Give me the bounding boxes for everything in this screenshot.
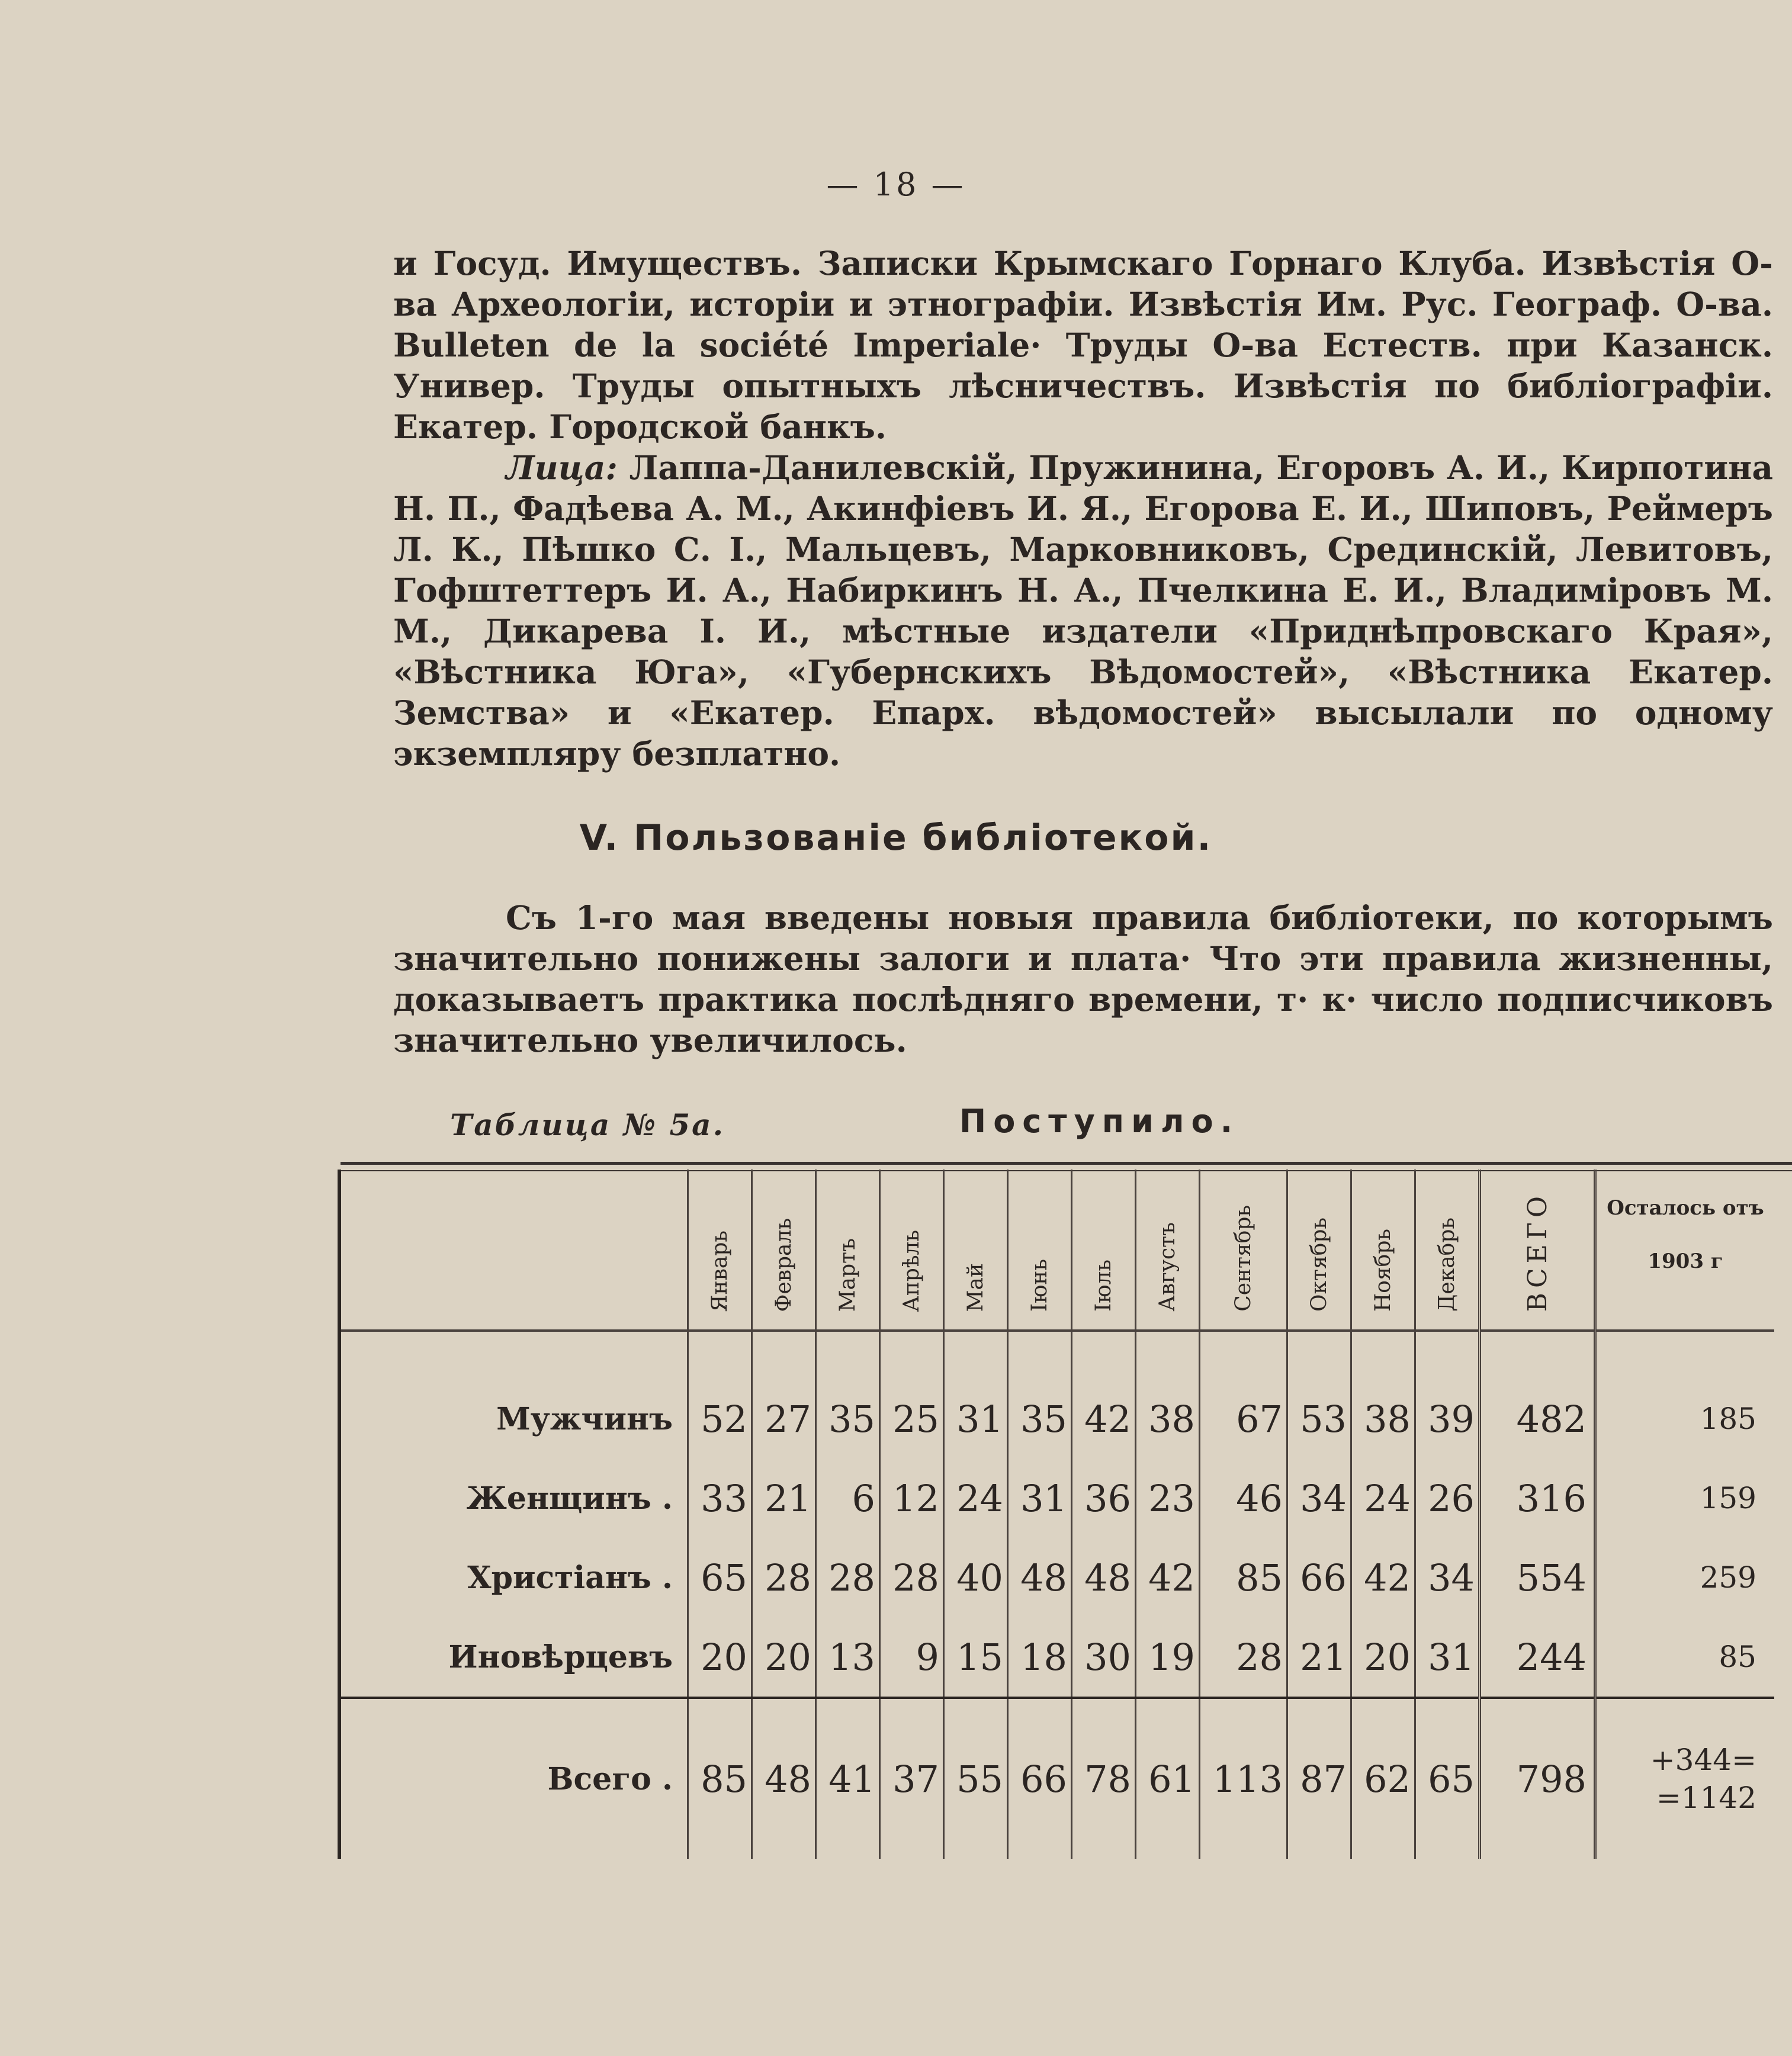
row-label: Иновѣрцевъ (339, 1617, 688, 1698)
header-month: Мартъ (816, 1170, 880, 1331)
header-month: Декабрь (1415, 1170, 1480, 1331)
row-label: Мужчинъ (339, 1331, 688, 1459)
cell: 46 (1200, 1459, 1287, 1538)
cell: 38 (1351, 1331, 1415, 1459)
header-month: Октябрь (1287, 1170, 1351, 1331)
sum-cell: 55 (944, 1698, 1008, 1859)
cell: 42 (1072, 1331, 1136, 1459)
cell: 24 (944, 1459, 1008, 1538)
header-remaining-line1: Осталось отъ (1607, 1196, 1764, 1220)
header-remaining (1595, 1170, 1775, 1331)
sum-cell: 113 (1200, 1698, 1287, 1859)
row-label: Женщинъ . (339, 1459, 688, 1538)
table-title: Поступило. (959, 1103, 1240, 1140)
row-total: 482 (1480, 1331, 1595, 1459)
cell: 31 (944, 1331, 1008, 1459)
header-month: Январь (688, 1170, 752, 1331)
cell: 33 (688, 1459, 752, 1538)
sum-cell: 61 (1136, 1698, 1200, 1859)
cell: 35 (816, 1331, 880, 1459)
sum-cell: 87 (1287, 1698, 1351, 1859)
cell: 67 (1200, 1331, 1287, 1459)
header-month: Май (944, 1170, 1008, 1331)
table-row (339, 1331, 1774, 1459)
sum-remaining-line1: +344= (1650, 1743, 1756, 1777)
sum-label: Всего . (339, 1698, 688, 1859)
cell: 25 (880, 1331, 944, 1459)
header-month: Февраль (752, 1170, 816, 1331)
cell: 9 (880, 1617, 944, 1698)
body-text-top (393, 243, 1773, 774)
cell: 15 (944, 1617, 1008, 1698)
cell: 20 (688, 1617, 752, 1698)
row-label: Христіанъ . (339, 1538, 688, 1617)
section-heading: V. Пользованіе библіотекой. (579, 817, 1213, 859)
table-header-row (339, 1170, 1774, 1331)
row-remaining: 159 (1595, 1459, 1775, 1538)
cell: 28 (752, 1538, 816, 1617)
row-total: 316 (1480, 1459, 1595, 1538)
sum-remaining (1595, 1698, 1775, 1859)
header-remaining-line2: 1903 г (1648, 1249, 1723, 1273)
cell: 42 (1351, 1538, 1415, 1617)
header-total: ВСЕГО (1480, 1170, 1595, 1331)
cell: 38 (1136, 1331, 1200, 1459)
cell: 42 (1136, 1538, 1200, 1617)
sum-cell: 41 (816, 1698, 880, 1859)
row-remaining: 185 (1595, 1331, 1775, 1459)
cell: 27 (752, 1331, 816, 1459)
cell: 48 (1008, 1538, 1072, 1617)
cell: 28 (880, 1538, 944, 1617)
cell: 85 (1200, 1538, 1287, 1617)
header-month: Іюль (1072, 1170, 1136, 1331)
cell: 39 (1415, 1331, 1480, 1459)
row-remaining: 85 (1595, 1617, 1775, 1698)
table-row (339, 1617, 1774, 1698)
body-text-usage (393, 897, 1773, 1061)
cell: 28 (816, 1538, 880, 1617)
page-number: — 18 — (826, 166, 966, 203)
cell: 65 (688, 1538, 752, 1617)
table-row (339, 1538, 1774, 1617)
admissions-table (338, 1170, 1774, 1859)
cell: 26 (1415, 1459, 1480, 1538)
header-month: Сентябрь (1200, 1170, 1287, 1331)
cell: 31 (1008, 1459, 1072, 1538)
cell: 35 (1008, 1331, 1072, 1459)
cell: 19 (1136, 1617, 1200, 1698)
cell: 23 (1136, 1459, 1200, 1538)
cell: 40 (944, 1538, 1008, 1617)
sum-cell: 48 (752, 1698, 816, 1859)
row-total: 554 (1480, 1538, 1595, 1617)
table-sum-row (339, 1698, 1774, 1859)
header-month: Апрѣль (880, 1170, 944, 1331)
cell: 18 (1008, 1617, 1072, 1698)
cell: 28 (1200, 1617, 1287, 1698)
header-month: Іюнь (1008, 1170, 1072, 1331)
header-month: Августъ (1136, 1170, 1200, 1331)
sum-cell: 78 (1072, 1698, 1136, 1859)
sum-cell: 66 (1008, 1698, 1072, 1859)
header-label-cell (339, 1170, 688, 1331)
table-row (339, 1459, 1774, 1538)
cell: 21 (752, 1459, 816, 1538)
sum-cell: 62 (1351, 1698, 1415, 1859)
header-month: Ноябрь (1351, 1170, 1415, 1331)
table-caption: Таблица № 5а. (450, 1107, 725, 1142)
persons-paragraph (393, 447, 1773, 774)
sum-total: 798 (1480, 1698, 1595, 1859)
usage-paragraph: Съ 1-го мая введены новыя правила библіотеки, по которымъ значительно понижены залоги и плата· Что эти правила жизненны, доказываетъ практика послѣдняго времени, т· к· число подписчиковъ значительно увеличилось. (393, 898, 1773, 1059)
cell: 48 (1072, 1538, 1136, 1617)
cell: 24 (1351, 1459, 1415, 1538)
cell: 30 (1072, 1617, 1136, 1698)
table-top-rule (341, 1162, 1792, 1165)
cell: 20 (752, 1617, 816, 1698)
row-remaining: 259 (1595, 1538, 1775, 1617)
cell: 31 (1415, 1617, 1480, 1698)
cell: 34 (1287, 1459, 1351, 1538)
cell: 34 (1415, 1538, 1480, 1617)
cell: 12 (880, 1459, 944, 1538)
cell: 36 (1072, 1459, 1136, 1538)
cell: 21 (1287, 1617, 1351, 1698)
cell: 53 (1287, 1331, 1351, 1459)
cell: 13 (816, 1617, 880, 1698)
cell: 6 (816, 1459, 880, 1538)
cell: 66 (1287, 1538, 1351, 1617)
sum-cell: 37 (880, 1698, 944, 1859)
sum-remaining-line2: =1142 (1656, 1781, 1756, 1815)
persons-text: Лаппа-Данилевскій, Пружинина, Егоровъ А. И., Кирпотина Н. П., Фадѣева А. М., Акинфіевъ И. Я., Егорова Е. И., Шиповъ, Реймеръ Л. К., Пѣшко С. І., Мальцевъ, Марковниковъ, Срединскій, Левитовъ, Гофштеттеръ И. А., Набиркинъ Н. А., Пчелкина Е. И., Владиміровъ М. М., Дикарева І. И., мѣстные издатели «Приднѣпровскаго Края», «Вѣстника Юга», «Губернскихъ Вѣдомостей», «Вѣстника Екатер. Земства» и «Екатер. Епарх. вѣдомостей» высылали по одному экземпляру безплатно. (393, 448, 1773, 773)
cell: 52 (688, 1331, 752, 1459)
sum-cell: 65 (1415, 1698, 1480, 1859)
sum-cell: 85 (688, 1698, 752, 1859)
persons-label: Лица: (506, 448, 618, 487)
row-total: 244 (1480, 1617, 1595, 1698)
cell: 20 (1351, 1617, 1415, 1698)
periodicals-paragraph: и Госуд. Имуществъ. Записки Крымскаго Горнаго Клуба. Извѣстія О-ва Археологіи, исторіи и этнографіи. Извѣстія Им. Рус. Географ. О-ва. Bulleten de la société Imperiale· Труды О-ва Естеств. при Казанск. Универ. Труды опытныхъ лѣсничествъ. Извѣстія по библіографіи. Екатер. Городской банкъ. (393, 244, 1773, 446)
